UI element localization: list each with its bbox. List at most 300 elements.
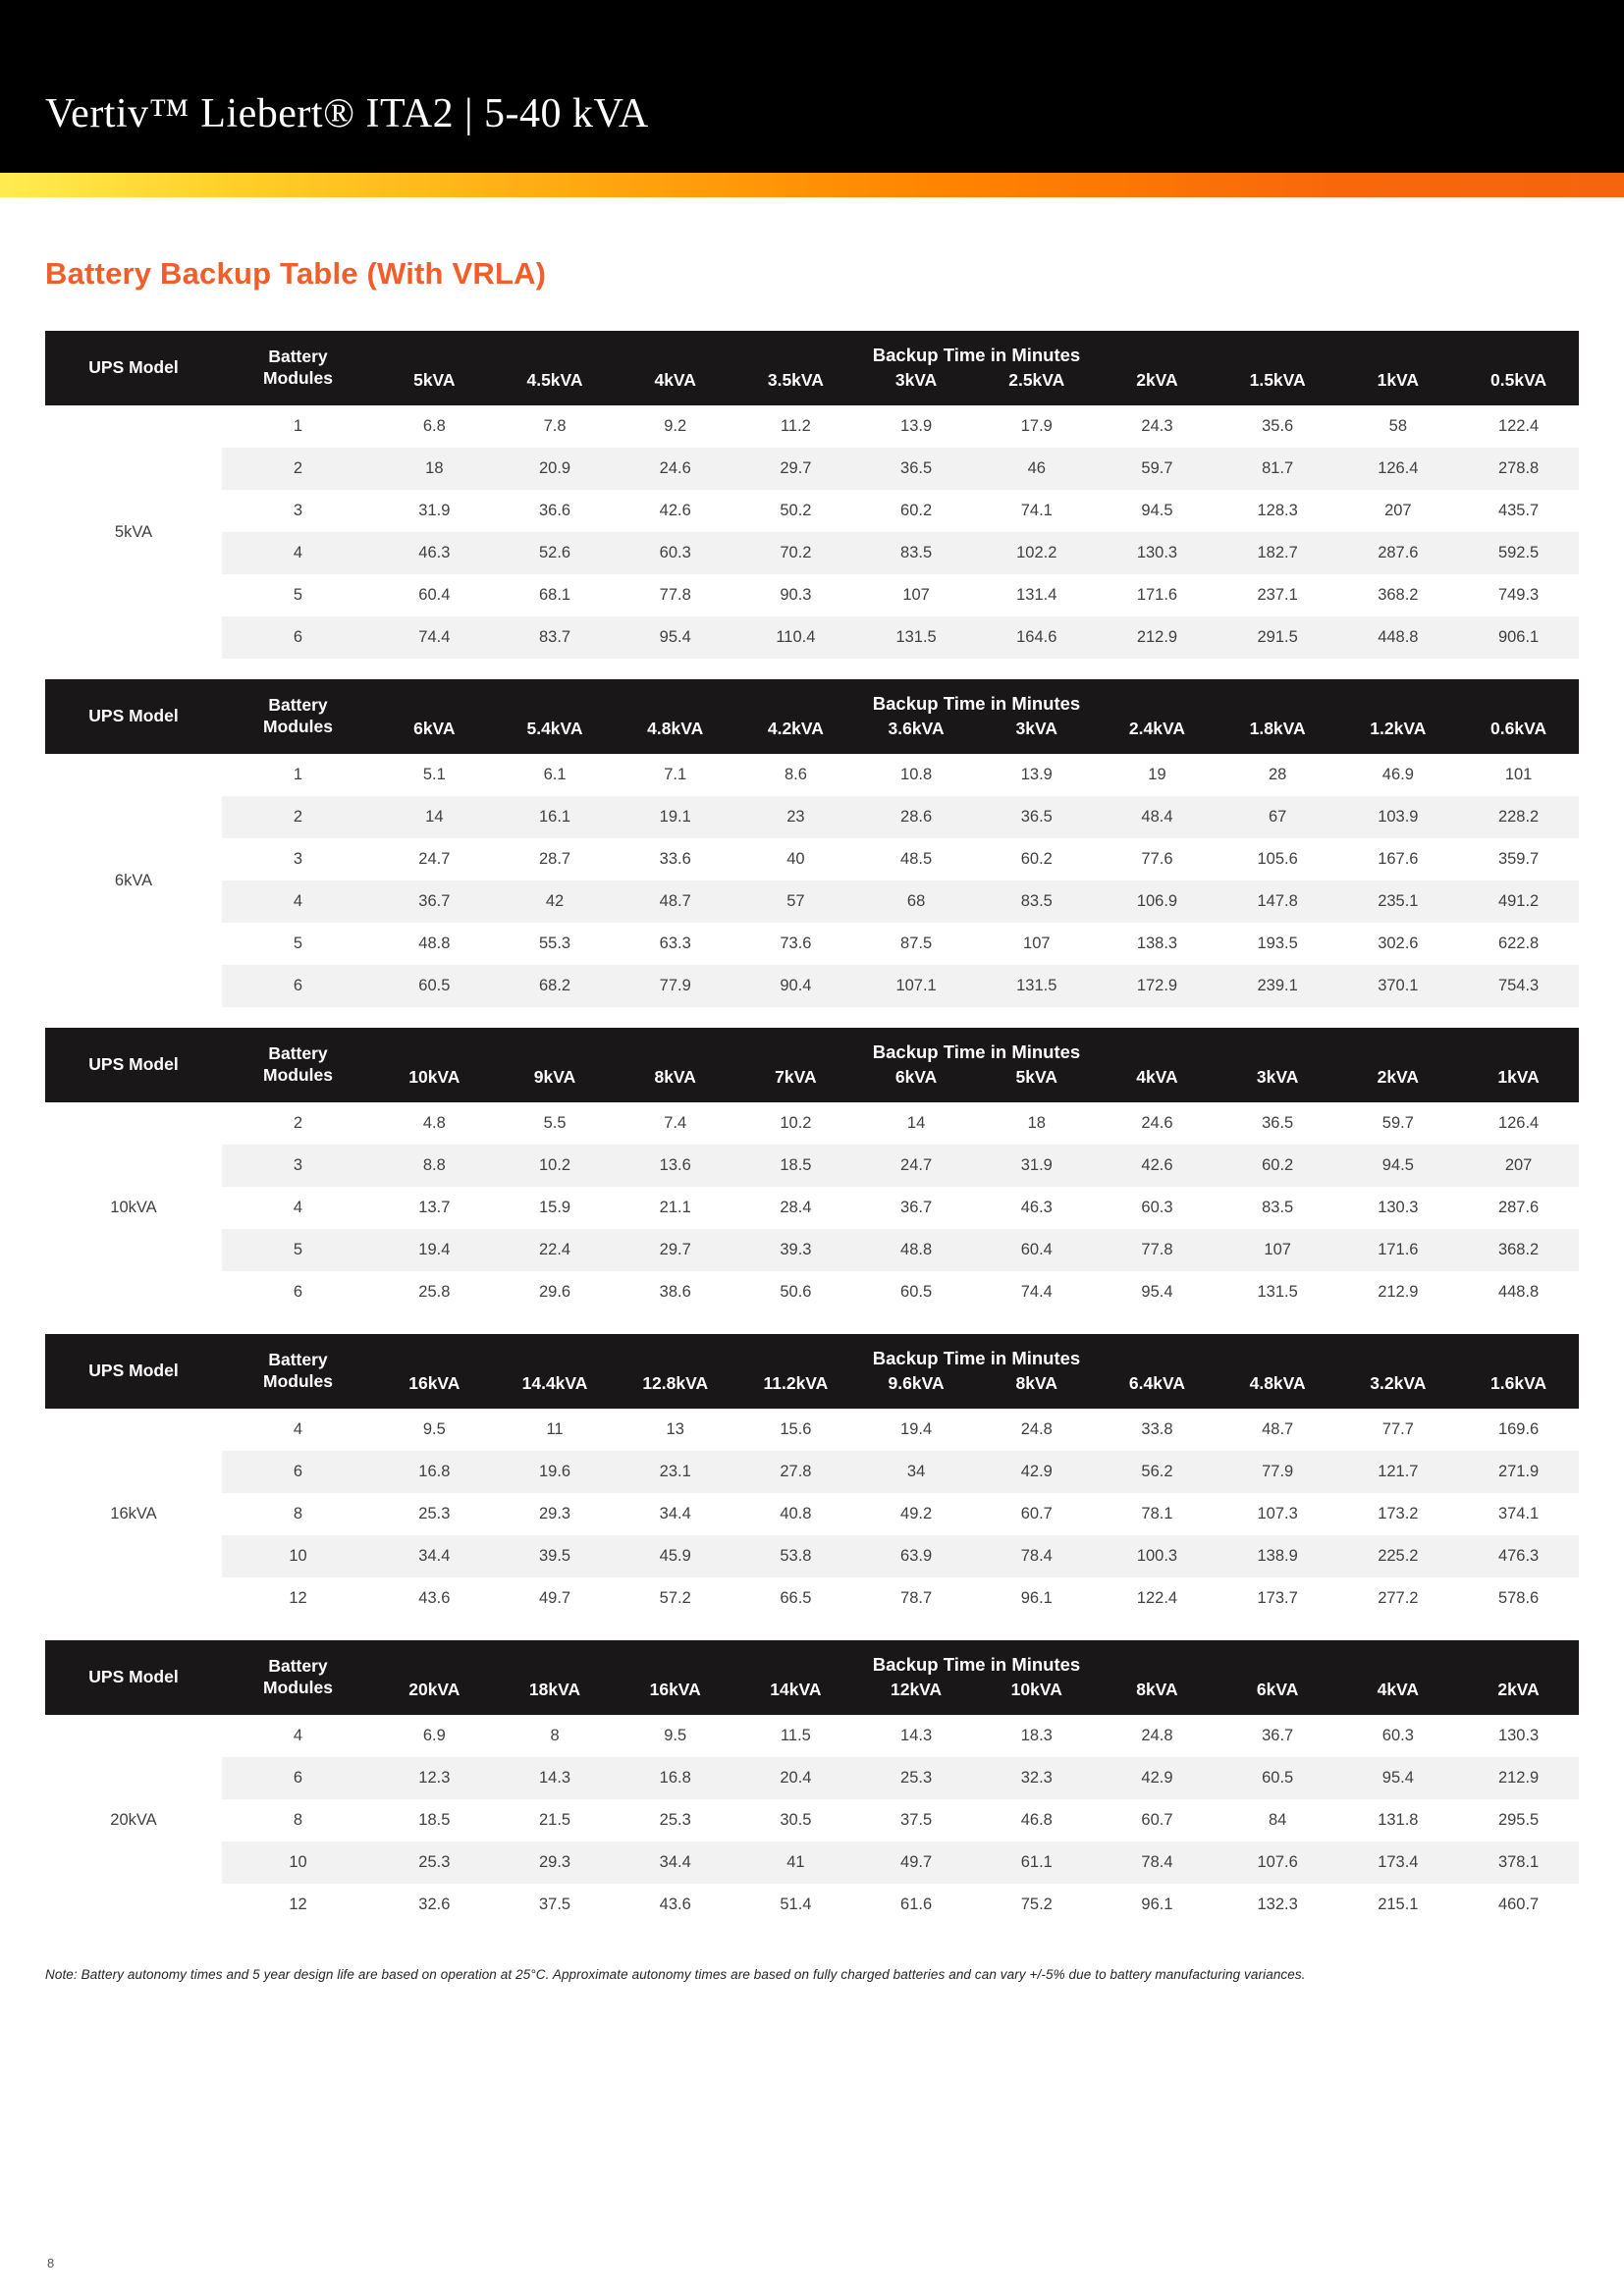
- backup-time-cell: 173.2: [1338, 1493, 1459, 1535]
- backup-time-cell: 32.6: [374, 1884, 495, 1926]
- ups-model-header: UPS Model: [45, 331, 222, 405]
- table-body: [45, 1715, 1579, 1926]
- backup-time-cell: 182.7: [1218, 532, 1338, 574]
- backup-time-cell: 74.4: [374, 616, 495, 659]
- backup-time-cell: 14: [856, 1102, 977, 1145]
- kva-column-header: 5kVA: [976, 1065, 1097, 1102]
- backup-time-cell: 13: [615, 1409, 735, 1451]
- battery-modules-cell: 4: [222, 1187, 374, 1229]
- kva-column-header: 2kVA: [1458, 1678, 1579, 1715]
- kva-column-header: 10kVA: [976, 1678, 1097, 1715]
- backup-time-cell: 46.3: [374, 532, 495, 574]
- kva-column-header: 11.2kVA: [735, 1371, 856, 1409]
- backup-time-cell: 84: [1218, 1799, 1338, 1842]
- backup-time-cell: 49.7: [495, 1577, 616, 1620]
- kva-column-header: 10kVA: [374, 1065, 495, 1102]
- backup-time-cell: 77.8: [615, 574, 735, 616]
- table-row: [45, 574, 1579, 616]
- battery-modules-cell: 5: [222, 1229, 374, 1271]
- kva-column-header: 16kVA: [374, 1371, 495, 1409]
- backup-time-cell: 16.8: [615, 1757, 735, 1799]
- backup-time-cell: 22.4: [495, 1229, 616, 1271]
- backup-time-cell: 18.3: [976, 1715, 1097, 1757]
- table-row: [45, 1493, 1579, 1535]
- backup-time-cell: 11: [495, 1409, 616, 1451]
- backup-time-cell: 63.3: [615, 923, 735, 965]
- battery-modules-cell: 6: [222, 1271, 374, 1313]
- backup-time-cell: 42.9: [1097, 1757, 1218, 1799]
- backup-time-cell: 60.7: [976, 1493, 1097, 1535]
- backup-time-cell: 37.5: [495, 1884, 616, 1926]
- table-row: [45, 1145, 1579, 1187]
- backup-time-cell: 35.6: [1218, 405, 1338, 448]
- backup-time-cell: 378.1: [1458, 1842, 1579, 1884]
- backup-time-cell: 13.9: [976, 754, 1097, 796]
- backup-time-cell: 147.8: [1218, 881, 1338, 923]
- kva-column-header: 14kVA: [735, 1678, 856, 1715]
- backup-time-cell: 476.3: [1458, 1535, 1579, 1577]
- backup-time-cell: 30.5: [735, 1799, 856, 1842]
- backup-time-cell: 77.6: [1097, 838, 1218, 881]
- backup-time-cell: 172.9: [1097, 965, 1218, 1007]
- backup-time-cell: 29.7: [615, 1229, 735, 1271]
- table-row: [45, 448, 1579, 490]
- page-number: 8: [47, 2256, 55, 2270]
- table-header: [45, 1334, 1579, 1409]
- backup-time-cell: 39.5: [495, 1535, 616, 1577]
- backup-time-cell: 95.4: [615, 616, 735, 659]
- backup-time-cell: 448.8: [1338, 616, 1459, 659]
- backup-time-cell: 171.6: [1338, 1229, 1459, 1271]
- backup-time-cell: 435.7: [1458, 490, 1579, 532]
- backup-time-cell: 81.7: [1218, 448, 1338, 490]
- backup-time-cell: 754.3: [1458, 965, 1579, 1007]
- backup-time-cell: 34.4: [615, 1842, 735, 1884]
- backup-time-cell: 66.5: [735, 1577, 856, 1620]
- backup-time-cell: 107.3: [1218, 1493, 1338, 1535]
- kva-column-header: 1kVA: [1458, 1065, 1579, 1102]
- table-body: [45, 754, 1579, 1007]
- table-body: [45, 1102, 1579, 1313]
- battery-modules-header: Battery Modules: [222, 331, 374, 405]
- backup-time-cell: 110.4: [735, 616, 856, 659]
- backup-time-cell: 14: [374, 796, 495, 838]
- kva-column-header: 4kVA: [615, 368, 735, 405]
- backup-time-cell: 132.3: [1218, 1884, 1338, 1926]
- backup-time-cell: 36.5: [1218, 1102, 1338, 1145]
- battery-modules-cell: 6: [222, 965, 374, 1007]
- backup-time-header: Backup Time in Minutes: [374, 1334, 1579, 1371]
- kva-column-header: 1.5kVA: [1218, 368, 1338, 405]
- backup-time-cell: 60.7: [1097, 1799, 1218, 1842]
- table-header: [45, 1640, 1579, 1715]
- backup-time-cell: 11.5: [735, 1715, 856, 1757]
- battery-modules-cell: 12: [222, 1884, 374, 1926]
- backup-time-cell: 29.3: [495, 1842, 616, 1884]
- backup-time-cell: 130.3: [1338, 1187, 1459, 1229]
- backup-time-cell: 28.7: [495, 838, 616, 881]
- backup-time-cell: 24.7: [856, 1145, 977, 1187]
- backup-time-cell: 19.4: [374, 1229, 495, 1271]
- backup-time-cell: 8: [495, 1715, 616, 1757]
- backup-time-cell: 21.5: [495, 1799, 616, 1842]
- backup-time-cell: 38.6: [615, 1271, 735, 1313]
- backup-time-cell: 448.8: [1458, 1271, 1579, 1313]
- backup-time-cell: 55.3: [495, 923, 616, 965]
- backup-time-cell: 368.2: [1458, 1229, 1579, 1271]
- backup-time-cell: 130.3: [1097, 532, 1218, 574]
- table-header: [45, 1028, 1579, 1102]
- kva-column-header: 4.8kVA: [1218, 1371, 1338, 1409]
- backup-time-cell: 50.2: [735, 490, 856, 532]
- backup-time-cell: 277.2: [1338, 1577, 1459, 1620]
- backup-time-cell: 103.9: [1338, 796, 1459, 838]
- backup-time-cell: 68.2: [495, 965, 616, 1007]
- battery-modules-cell: 4: [222, 1715, 374, 1757]
- backup-time-cell: 77.9: [1218, 1451, 1338, 1493]
- table-row: [45, 1715, 1579, 1757]
- kva-column-header: 2.4kVA: [1097, 717, 1218, 754]
- table-row: [45, 1757, 1579, 1799]
- backup-time-cell: 237.1: [1218, 574, 1338, 616]
- kva-column-header: 1.6kVA: [1458, 1371, 1579, 1409]
- backup-time-cell: 173.7: [1218, 1577, 1338, 1620]
- backup-time-cell: 12.3: [374, 1757, 495, 1799]
- backup-time-cell: 41: [735, 1842, 856, 1884]
- backup-time-cell: 105.6: [1218, 838, 1338, 881]
- backup-time-cell: 131.5: [856, 616, 977, 659]
- backup-time-cell: 36.5: [976, 796, 1097, 838]
- backup-time-cell: 90.3: [735, 574, 856, 616]
- table-row: [45, 838, 1579, 881]
- backup-time-cell: 39.3: [735, 1229, 856, 1271]
- content: [0, 256, 1624, 1986]
- battery-backup-table-5kVA: [45, 331, 1579, 659]
- battery-modules-cell: 10: [222, 1842, 374, 1884]
- backup-time-cell: 51.4: [735, 1884, 856, 1926]
- backup-time-header: Backup Time in Minutes: [374, 1028, 1579, 1065]
- backup-time-cell: 138.3: [1097, 923, 1218, 965]
- table-header: [45, 679, 1579, 754]
- battery-modules-header: Battery Modules: [222, 1028, 374, 1102]
- backup-time-cell: 370.1: [1338, 965, 1459, 1007]
- backup-time-cell: 295.5: [1458, 1799, 1579, 1842]
- backup-time-cell: 6.1: [495, 754, 616, 796]
- backup-time-cell: 15.9: [495, 1187, 616, 1229]
- backup-time-cell: 25.3: [615, 1799, 735, 1842]
- backup-time-cell: 106.9: [1097, 881, 1218, 923]
- kva-column-header: 0.6kVA: [1458, 717, 1579, 754]
- backup-time-cell: 36.7: [856, 1187, 977, 1229]
- backup-time-cell: 34.4: [615, 1493, 735, 1535]
- backup-time-cell: 59.7: [1097, 448, 1218, 490]
- kva-column-header: 3.5kVA: [735, 368, 856, 405]
- battery-modules-cell: 4: [222, 532, 374, 574]
- backup-time-cell: 40.8: [735, 1493, 856, 1535]
- backup-time-cell: 18.5: [374, 1799, 495, 1842]
- backup-time-cell: 592.5: [1458, 532, 1579, 574]
- backup-time-cell: 225.2: [1338, 1535, 1459, 1577]
- backup-time-cell: 207: [1458, 1145, 1579, 1187]
- backup-time-cell: 43.6: [374, 1577, 495, 1620]
- kva-column-header: 4.2kVA: [735, 717, 856, 754]
- kva-column-header: 6kVA: [856, 1065, 977, 1102]
- backup-time-cell: 7.4: [615, 1102, 735, 1145]
- backup-time-cell: 239.1: [1218, 965, 1338, 1007]
- kva-column-header: 2kVA: [1097, 368, 1218, 405]
- backup-time-cell: 121.7: [1338, 1451, 1459, 1493]
- table-row: [45, 1102, 1579, 1145]
- ups-model-cell: 20kVA: [45, 1715, 222, 1926]
- kva-column-header: 9.6kVA: [856, 1371, 977, 1409]
- backup-time-cell: 43.6: [615, 1884, 735, 1926]
- backup-time-cell: 6.8: [374, 405, 495, 448]
- backup-time-cell: 83.5: [856, 532, 977, 574]
- backup-time-cell: 278.8: [1458, 448, 1579, 490]
- backup-time-cell: 95.4: [1338, 1757, 1459, 1799]
- backup-time-cell: 60.5: [1218, 1757, 1338, 1799]
- document-title: Vertiv™ Liebert® ITA2 | 5-40 kVA: [45, 91, 649, 136]
- battery-backup-table-10kVA: [45, 1028, 1579, 1313]
- backup-time-cell: 49.2: [856, 1493, 977, 1535]
- backup-time-cell: 36.6: [495, 490, 616, 532]
- backup-time-cell: 46.9: [1338, 754, 1459, 796]
- backup-time-cell: 46: [976, 448, 1097, 490]
- kva-column-header: 5kVA: [374, 368, 495, 405]
- battery-modules-cell: 6: [222, 616, 374, 659]
- backup-time-cell: 107: [856, 574, 977, 616]
- backup-time-cell: 5.1: [374, 754, 495, 796]
- backup-time-cell: 11.2: [735, 405, 856, 448]
- kva-column-header: 6.4kVA: [1097, 1371, 1218, 1409]
- backup-time-cell: 171.6: [1097, 574, 1218, 616]
- kva-column-header: 4.8kVA: [615, 717, 735, 754]
- backup-time-cell: 302.6: [1338, 923, 1459, 965]
- header-row-1: [45, 331, 1579, 368]
- backup-time-cell: 14.3: [856, 1715, 977, 1757]
- header-row-1: [45, 1028, 1579, 1065]
- backup-time-cell: 7.8: [495, 405, 616, 448]
- backup-time-cell: 16.8: [374, 1451, 495, 1493]
- backup-time-cell: 169.6: [1458, 1409, 1579, 1451]
- battery-modules-cell: 1: [222, 405, 374, 448]
- ups-model-header: UPS Model: [45, 1640, 222, 1715]
- backup-time-cell: 36.7: [1218, 1715, 1338, 1757]
- backup-time-cell: 60.2: [1218, 1145, 1338, 1187]
- backup-time-cell: 77.7: [1338, 1409, 1459, 1451]
- backup-time-cell: 48.4: [1097, 796, 1218, 838]
- table-row: [45, 965, 1579, 1007]
- backup-time-cell: 60.4: [976, 1229, 1097, 1271]
- backup-time-cell: 24.8: [1097, 1715, 1218, 1757]
- backup-time-cell: 33.8: [1097, 1409, 1218, 1451]
- battery-modules-cell: 3: [222, 838, 374, 881]
- ups-model-cell: 10kVA: [45, 1102, 222, 1313]
- backup-time-cell: 23.1: [615, 1451, 735, 1493]
- backup-time-cell: 58: [1338, 405, 1459, 448]
- backup-time-cell: 73.6: [735, 923, 856, 965]
- backup-time-cell: 128.3: [1218, 490, 1338, 532]
- backup-time-cell: 96.1: [1097, 1884, 1218, 1926]
- backup-time-cell: 15.6: [735, 1409, 856, 1451]
- backup-time-cell: 57.2: [615, 1577, 735, 1620]
- backup-time-cell: 60.5: [374, 965, 495, 1007]
- backup-time-cell: 96.1: [976, 1577, 1097, 1620]
- backup-time-cell: 131.5: [976, 965, 1097, 1007]
- backup-time-cell: 24.6: [615, 448, 735, 490]
- backup-time-cell: 906.1: [1458, 616, 1579, 659]
- backup-time-cell: 46.8: [976, 1799, 1097, 1842]
- kva-column-header: 20kVA: [374, 1678, 495, 1715]
- backup-time-cell: 70.2: [735, 532, 856, 574]
- backup-time-cell: 271.9: [1458, 1451, 1579, 1493]
- backup-time-cell: 131.5: [1218, 1271, 1338, 1313]
- backup-time-cell: 25.3: [374, 1842, 495, 1884]
- battery-modules-cell: 2: [222, 1102, 374, 1145]
- backup-time-cell: 27.8: [735, 1451, 856, 1493]
- backup-time-cell: 32.3: [976, 1757, 1097, 1799]
- battery-modules-cell: 5: [222, 923, 374, 965]
- backup-time-cell: 212.9: [1097, 616, 1218, 659]
- backup-time-cell: 9.2: [615, 405, 735, 448]
- backup-time-cell: 48.5: [856, 838, 977, 881]
- battery-modules-cell: 1: [222, 754, 374, 796]
- backup-time-cell: 31.9: [976, 1145, 1097, 1187]
- backup-time-cell: 193.5: [1218, 923, 1338, 965]
- backup-time-cell: 16.1: [495, 796, 616, 838]
- backup-time-cell: 4.8: [374, 1102, 495, 1145]
- battery-modules-cell: 3: [222, 490, 374, 532]
- backup-time-cell: 60.3: [1097, 1187, 1218, 1229]
- backup-time-cell: 74.1: [976, 490, 1097, 532]
- backup-time-cell: 215.1: [1338, 1884, 1459, 1926]
- backup-time-cell: 24.8: [976, 1409, 1097, 1451]
- ups-model-cell: 6kVA: [45, 754, 222, 1007]
- backup-time-cell: 78.4: [1097, 1842, 1218, 1884]
- backup-time-cell: 122.4: [1097, 1577, 1218, 1620]
- backup-time-cell: 10.2: [735, 1102, 856, 1145]
- backup-time-cell: 212.9: [1338, 1271, 1459, 1313]
- table-row: [45, 1271, 1579, 1313]
- backup-time-cell: 9.5: [374, 1409, 495, 1451]
- backup-time-cell: 126.4: [1338, 448, 1459, 490]
- backup-time-cell: 25.8: [374, 1271, 495, 1313]
- kva-column-header: 1kVA: [1338, 368, 1459, 405]
- backup-time-cell: 50.6: [735, 1271, 856, 1313]
- backup-time-cell: 34: [856, 1451, 977, 1493]
- backup-time-cell: 7.1: [615, 754, 735, 796]
- backup-time-cell: 25.3: [374, 1493, 495, 1535]
- table-row: [45, 1409, 1579, 1451]
- backup-time-cell: 83.7: [495, 616, 616, 659]
- battery-modules-cell: 6: [222, 1757, 374, 1799]
- backup-time-cell: 74.4: [976, 1271, 1097, 1313]
- kva-column-header: 9kVA: [495, 1065, 616, 1102]
- section-title: Battery Backup Table (With VRLA): [45, 256, 547, 291]
- kva-column-header: 4kVA: [1097, 1065, 1218, 1102]
- battery-backup-table-6kVA: [45, 679, 1579, 1007]
- battery-modules-cell: 2: [222, 796, 374, 838]
- backup-time-cell: 78.4: [976, 1535, 1097, 1577]
- backup-time-cell: 8.8: [374, 1145, 495, 1187]
- kva-column-header: 8kVA: [1097, 1678, 1218, 1715]
- backup-time-cell: 107: [976, 923, 1097, 965]
- table-row: [45, 1451, 1579, 1493]
- backup-time-cell: 29.7: [735, 448, 856, 490]
- ups-model-header: UPS Model: [45, 679, 222, 754]
- backup-time-cell: 87.5: [856, 923, 977, 965]
- backup-time-cell: 228.2: [1458, 796, 1579, 838]
- table-row: [45, 754, 1579, 796]
- backup-time-cell: 10.8: [856, 754, 977, 796]
- table-header: [45, 331, 1579, 405]
- table-row: [45, 1842, 1579, 1884]
- header-row-1: [45, 1334, 1579, 1371]
- backup-time-header: Backup Time in Minutes: [374, 1640, 1579, 1678]
- backup-time-cell: 18: [976, 1102, 1097, 1145]
- backup-time-cell: 25.3: [856, 1757, 977, 1799]
- backup-time-cell: 83.5: [976, 881, 1097, 923]
- backup-time-cell: 78.1: [1097, 1493, 1218, 1535]
- backup-time-cell: 42.6: [615, 490, 735, 532]
- footnote: Note: Battery autonomy times and 5 year design life are based on operation at 25°C. Approximate autonomy times are based on fully charged batteries and can vary +/-5% due to battery manufacturing variances.: [45, 1967, 1306, 1982]
- backup-time-cell: 749.3: [1458, 574, 1579, 616]
- table-row: [45, 1884, 1579, 1926]
- backup-time-cell: 28.4: [735, 1187, 856, 1229]
- kva-column-header: 8kVA: [615, 1065, 735, 1102]
- kva-column-header: 12.8kVA: [615, 1371, 735, 1409]
- backup-time-header: Backup Time in Minutes: [374, 679, 1579, 717]
- battery-modules-cell: 6: [222, 1451, 374, 1493]
- ups-model-header: UPS Model: [45, 1028, 222, 1102]
- backup-time-cell: 49.7: [856, 1842, 977, 1884]
- backup-time-cell: 20.4: [735, 1757, 856, 1799]
- backup-time-cell: 28: [1218, 754, 1338, 796]
- backup-time-cell: 75.2: [976, 1884, 1097, 1926]
- backup-time-cell: 5.5: [495, 1102, 616, 1145]
- backup-time-cell: 24.3: [1097, 405, 1218, 448]
- backup-time-cell: 291.5: [1218, 616, 1338, 659]
- backup-time-cell: 173.4: [1338, 1842, 1459, 1884]
- backup-time-cell: 60.3: [615, 532, 735, 574]
- header-row-1: [45, 679, 1579, 717]
- backup-time-cell: 9.5: [615, 1715, 735, 1757]
- backup-time-cell: 107: [1218, 1229, 1338, 1271]
- backup-time-cell: 13.7: [374, 1187, 495, 1229]
- backup-time-cell: 68: [856, 881, 977, 923]
- battery-modules-cell: 4: [222, 881, 374, 923]
- kva-column-header: 16kVA: [615, 1678, 735, 1715]
- backup-time-cell: 18: [374, 448, 495, 490]
- backup-time-cell: 57: [735, 881, 856, 923]
- backup-time-cell: 126.4: [1458, 1102, 1579, 1145]
- backup-time-cell: 24.7: [374, 838, 495, 881]
- backup-time-cell: 60.2: [976, 838, 1097, 881]
- kva-column-header: 4.5kVA: [495, 368, 616, 405]
- backup-time-cell: 622.8: [1458, 923, 1579, 965]
- ups-model-cell: 16kVA: [45, 1409, 222, 1620]
- backup-time-cell: 212.9: [1458, 1757, 1579, 1799]
- table-row: [45, 923, 1579, 965]
- kva-column-header: 6kVA: [1218, 1678, 1338, 1715]
- backup-time-cell: 130.3: [1458, 1715, 1579, 1757]
- battery-modules-cell: 8: [222, 1799, 374, 1842]
- backup-time-cell: 56.2: [1097, 1451, 1218, 1493]
- backup-time-cell: 34.4: [374, 1535, 495, 1577]
- table-body: [45, 1409, 1579, 1620]
- table-row: [45, 881, 1579, 923]
- backup-time-cell: 36.5: [856, 448, 977, 490]
